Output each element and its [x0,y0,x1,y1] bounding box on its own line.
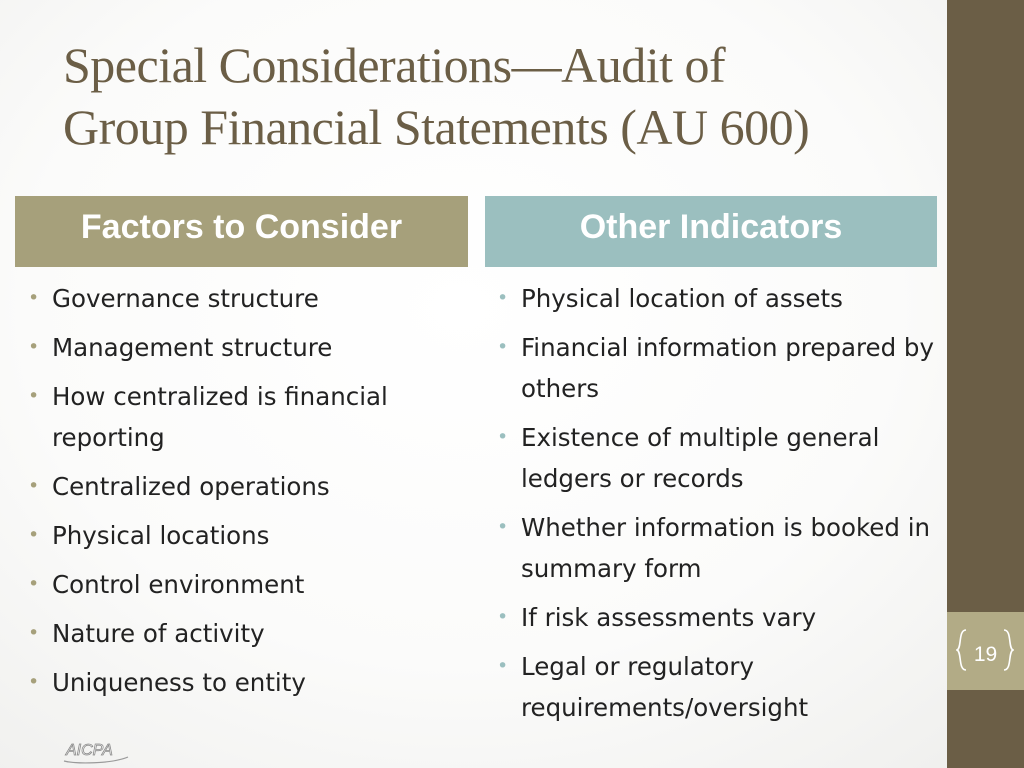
bullet-icon: • [497,426,509,448]
title-line-2: Group Financial Statements (AU 600) [63,99,810,155]
bullet-icon: • [497,516,509,538]
list-item: • Nature of activity [25,613,445,654]
slide-title [63,34,933,158]
left-bullet-list [25,278,445,711]
bullet-icon: • [28,524,40,546]
bullet-icon: • [28,336,40,358]
bullet-icon: • [497,655,509,677]
bullet-icon: • [28,622,40,644]
right-bullet-list [494,278,934,736]
list-item: • Whether information is booked in summary form [494,507,934,589]
list-item: • Control environment [25,564,445,605]
bullet-icon: • [28,671,40,693]
list-item: • Existence of multiple general ledgers or records [494,417,934,499]
bullet-icon: • [28,475,40,497]
right-column-header: Other Indicators [485,196,937,267]
bullet-icon: • [497,287,509,309]
bullet-icon: • [28,385,40,407]
list-item: • Centralized operations [25,466,445,507]
page-number: 19 [973,643,998,666]
list-item: • Legal or regulatory requirements/oversight [494,646,934,728]
bullet-icon: • [497,336,509,358]
page-number-box [947,612,1024,690]
bullet-icon: • [497,606,509,628]
left-column-header: Factors to Consider [15,196,468,267]
aicpa-logo [56,735,132,765]
bullet-icon: • [28,573,40,595]
logo-text: AICPA [66,742,113,759]
bullet-icon: • [28,287,40,309]
list-item: • Governance structure [25,278,445,319]
list-item: • How centralized is financial reporting [25,376,445,458]
list-item: • Financial information prepared by others [494,327,934,409]
list-item: • Physical location of assets [494,278,934,319]
list-item: • Physical locations [25,515,445,556]
list-item: • Management structure [25,327,445,368]
list-item: • If risk assessments vary [494,597,934,638]
list-item: • Uniqueness to entity [25,662,445,703]
title-line-1: Special Considerations—Audit of [63,37,726,93]
